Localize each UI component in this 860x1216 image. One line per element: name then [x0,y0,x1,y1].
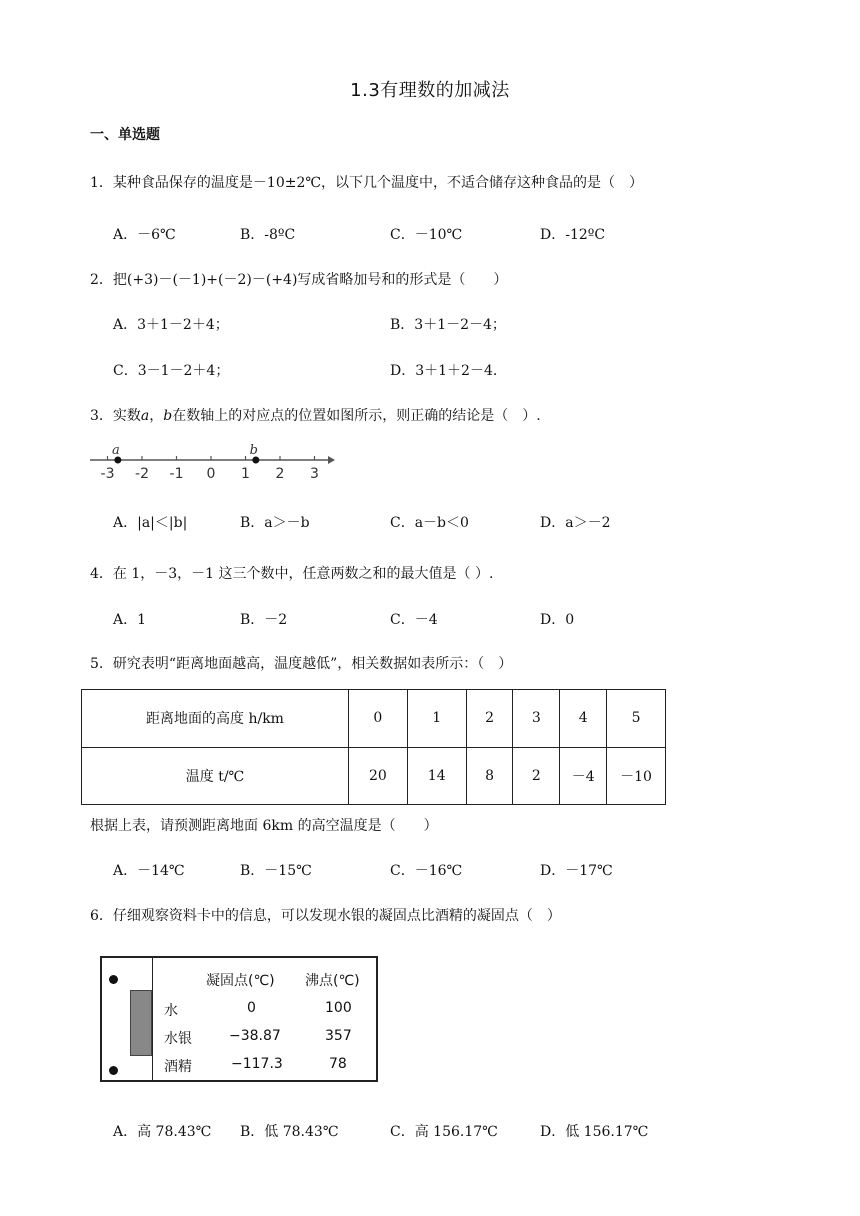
card-row-boil: 78 [329,1056,347,1072]
question-1-stem: 1．某种食品保存的温度是－10±2℃，以下几个温度中，不适合储存这种食品的是（ ） [90,175,644,191]
card-header-boil: 沸点(℃) [305,973,360,989]
card-row-freeze: 0 [247,1000,256,1016]
q3-option-b[interactable]: B．a＞－b [240,515,310,531]
question-3-stem [90,405,541,425]
question-2-stem: 2．把(+3)－(－1)+(－2)－(+4)写成省略加号和的形式是（ ） [90,272,508,288]
page-title: 1.3有理数的加减法 [350,80,510,101]
number-line-tick-label: -3 [100,466,115,482]
card-hole-bottom-icon [109,1066,118,1075]
q1-option-d[interactable]: D．-12ºC [540,227,606,243]
q1-option-b[interactable]: B．-8ºC [240,227,296,243]
q1-option-a[interactable]: A．－6℃ [113,227,176,243]
q2-option-b[interactable]: B．3＋1－2－4； [390,317,506,333]
table-row [82,690,666,748]
table-cell: －4 [560,747,607,805]
number-line-point-b-label: b [249,443,259,458]
q3-var-b: b [163,408,173,424]
table-cell: 8 [466,747,513,805]
question-4-stem: 4．在 1，－3，－1 这三个数中，任意两数之和的最大值是（ ）. [90,566,494,582]
card-row-name: 酒精 [164,1059,192,1075]
table-cell: 14 [407,747,466,805]
q5-option-a[interactable]: A．－14℃ [113,863,185,879]
q1-option-c[interactable]: C．－10℃ [390,227,463,243]
q4-option-d[interactable]: D．0 [540,612,575,628]
card-header-freeze: 凝固点(℃) [206,973,275,989]
card-row-freeze: −117.3 [231,1056,283,1072]
q2-option-a[interactable]: A．3＋1－2＋4； [113,317,229,333]
q5-option-b[interactable]: B．－15℃ [240,863,312,879]
question-5-followup: 根据上表，请预测距离地面 6km 的高空温度是（ ） [90,818,438,834]
q2-option-d[interactable]: D．3＋1＋2－4. [390,363,498,379]
number-line-tick-label: 0 [206,466,216,482]
table-cell: 5 [607,690,666,748]
q3-sep: ， [149,408,164,424]
data-card [100,956,378,1082]
card-row-boil: 100 [325,1000,352,1016]
q6-option-d[interactable]: D．低 156.17℃ [540,1124,649,1140]
q5-option-c[interactable]: C．－16℃ [390,863,463,879]
card-row-freeze: −38.87 [229,1028,281,1044]
table-cell: 2 [513,747,560,805]
table-row [82,747,666,805]
card-row-name: 水 [164,1003,178,1019]
table-cell: －10 [607,747,666,805]
card-clip-bar [130,990,152,1056]
q3-option-c[interactable]: C．a－b＜0 [390,515,469,531]
q3-option-d[interactable]: D．a＞－2 [540,515,611,531]
q2-option-c[interactable]: C．3－1－2＋4； [113,363,230,379]
number-line-tick-label: -2 [135,466,149,482]
question-6-stem: 6．仔细观察资料卡中的信息，可以发现水银的凝固点比酒精的凝固点（ ） [90,908,561,924]
q6-option-a[interactable]: A．高 78.43℃ [113,1124,212,1140]
q4-option-c[interactable]: C．－4 [390,612,438,628]
card-row-boil: 357 [325,1028,352,1044]
question-5-stem: 5．研究表明“距离地面越高，温度越低”，相关数据如表所示：（ ） [90,656,513,672]
number-line-tick-label: 2 [275,466,285,482]
table-cell: 3 [513,690,560,748]
section-title: 一、单选题 [90,127,160,143]
q3-var-a: a [140,408,150,424]
card-divider [152,958,153,1080]
q5-option-d[interactable]: D．－17℃ [540,863,613,879]
table-cell: 0 [348,690,407,748]
table-cell: 4 [560,690,607,748]
table-cell: 20 [348,747,407,805]
card-hole-top-icon [109,975,118,984]
table-cell: 2 [466,690,513,748]
number-line-tick-label: -1 [169,466,184,482]
table-row-header-height: 距离地面的高度 h/km [82,690,349,748]
number-line-arrow-icon [328,456,335,464]
q4-option-a[interactable]: A．1 [113,612,147,628]
q3-stem-post: 在数轴上的对应点的位置如图所示，则正确的结论是（ ）. [172,408,541,424]
q3-option-a[interactable]: A．|a|＜|b| [113,515,188,531]
card-row-name: 水银 [164,1031,192,1047]
q4-option-b[interactable]: B．－2 [240,612,288,628]
number-line-point-a-label: a [111,443,120,458]
height-temperature-table [81,689,666,805]
table-cell: 1 [407,690,466,748]
number-line-tick-label: 1 [241,466,250,482]
q3-stem-pre: 3．实数 [90,408,141,424]
q6-option-c[interactable]: C．高 156.17℃ [390,1124,498,1140]
table-row-header-temperature: 温度 t/℃ [82,747,349,805]
number-line-tick-label: 3 [310,466,319,482]
number-line-figure [88,438,338,484]
q6-option-b[interactable]: B．低 78.43℃ [240,1124,339,1140]
